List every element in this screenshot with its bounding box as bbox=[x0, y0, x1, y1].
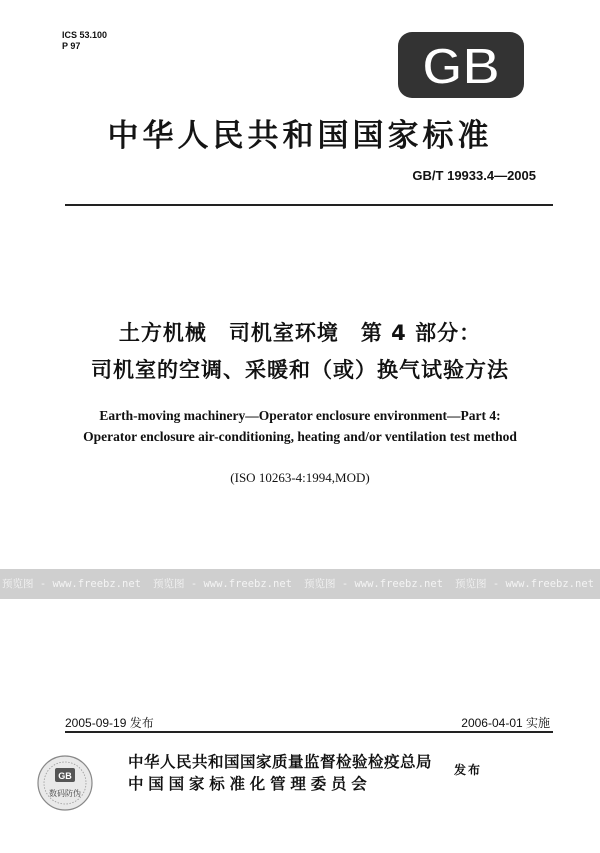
iso-reference: (ISO 10263-4:1994,MOD) bbox=[230, 470, 370, 485]
ics-line: ICS 53.100 bbox=[62, 30, 108, 40]
seal-emblem-text: GB bbox=[58, 771, 72, 781]
main-title: 中华人民共和国国家标准 bbox=[107, 118, 493, 154]
implement-date: 2006-04-01 实施 bbox=[461, 716, 550, 730]
watermark-band bbox=[0, 569, 600, 599]
gb-logo-text: GB bbox=[422, 38, 500, 96]
watermark-segment: 预览图 - www.freebz.net bbox=[153, 578, 292, 590]
issuer-line-2: 中国国家标准化管理委员会 bbox=[128, 775, 372, 793]
chinese-title-line-1: 土方机械 司机室环境 第 4 部分： bbox=[118, 321, 482, 345]
gb-logo bbox=[396, 30, 526, 100]
ics-code bbox=[62, 30, 107, 52]
watermark-segment: 预览图 - www.freebz.net bbox=[304, 578, 443, 590]
english-title-line-2: Operator enclosure air-conditioning, heating and/or ventilation test method bbox=[83, 429, 517, 444]
chinese-title-line-2: 司机室的空调、采暖和（或）换气试验方法 bbox=[91, 358, 509, 382]
top-divider bbox=[65, 204, 553, 206]
issuer-line-1: 中华人民共和国国家质量监督检验检疫总局 bbox=[128, 753, 433, 771]
bottom-divider bbox=[65, 731, 553, 733]
seal-caption: 数码防伪 bbox=[49, 789, 81, 798]
issue-label: 发布 bbox=[454, 763, 483, 777]
anti-counterfeit-seal bbox=[36, 754, 94, 812]
publish-date: 2005-09-19 发布 bbox=[65, 716, 154, 730]
watermark-segment: 预览图 - www.freebz.net bbox=[2, 578, 141, 590]
standard-number: GB/T 19933.4—2005 bbox=[412, 168, 536, 183]
english-title-line-1: Earth-moving machinery—Operator enclosure environment—Part 4: bbox=[99, 408, 501, 423]
seal-outer-ring bbox=[38, 756, 92, 810]
p-line: P 97 bbox=[62, 41, 81, 51]
watermark-segment: 预览图 - www.freebz.net bbox=[455, 578, 594, 590]
